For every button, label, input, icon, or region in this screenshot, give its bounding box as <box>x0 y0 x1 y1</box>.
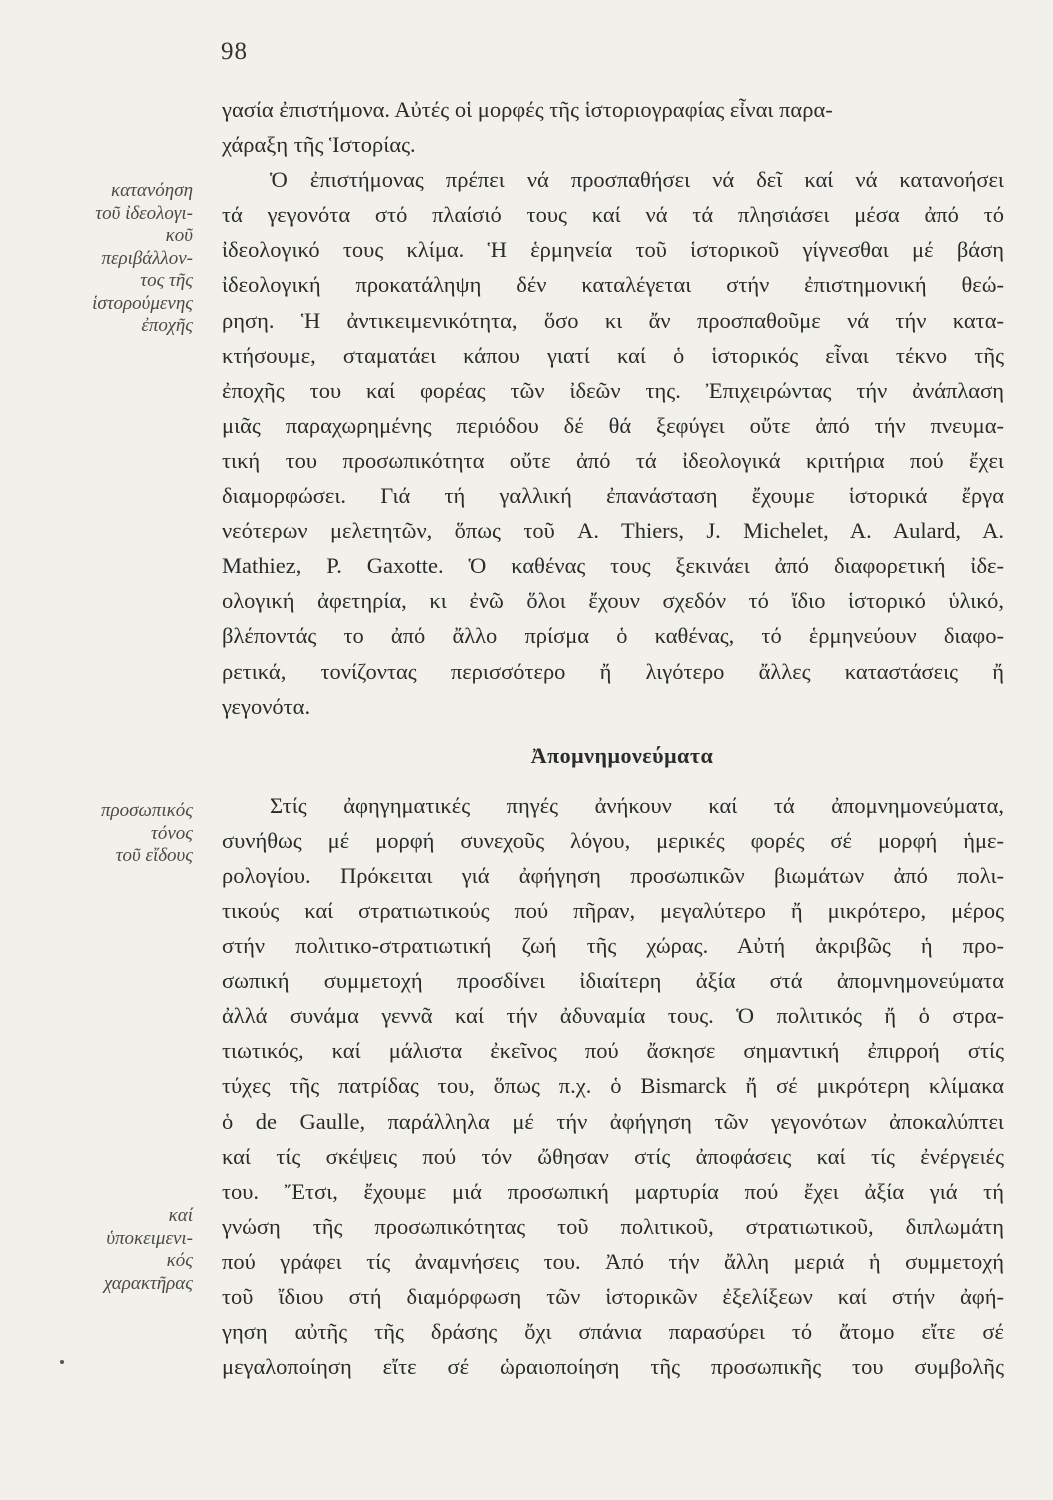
page-number: 98 <box>221 38 248 65</box>
margin-note-line: κατανόηση <box>110 180 193 201</box>
text-line: ἀλλά συνάμα γεννᾶ καί τήν ἀδυναμία τους. Ὁ πολιτικός ἤ ὁ στρα- <box>222 1003 1004 1029</box>
margin-note-line: κός <box>166 1250 193 1271</box>
text-line: νεότερων μελετητῶν, ὅπως τοῦ A. Thiers, J. Michelet, A. Aulard, A. <box>222 518 1004 544</box>
margin-note-personal-tone <box>23 800 193 868</box>
margin-note-line: χαρακτῆρας <box>103 1272 193 1294</box>
text-line: βλέποντάς το ἀπό ἄλλο πρίσμα ὁ καθένας, τό ἑρμηνεύουν διαφο- <box>222 623 1004 649</box>
text-line: του. Ἔτσι, ἔχουμε μιά προσωπική μαρτυρία πού ἔχει ἀξία γιά τή <box>222 1178 1004 1204</box>
text-line: χάραξη τῆς Ἱστορίας. <box>222 132 416 158</box>
margin-note-line: τοῦ εἴδους <box>115 845 193 866</box>
margin-note-line: καί <box>168 1205 193 1226</box>
text-line: Ὁ ἐπιστήμονας πρέπει νά προσπαθήσει νά δεῖ καί νά κατανοήσει <box>270 167 1004 193</box>
margin-note-line: κοῦ <box>165 225 193 246</box>
text-line: σωπική συμμετοχή προσδίνει ἰδιαίτερη ἀξία στά ἀπομνημονεύματα <box>222 968 1004 994</box>
text-line: Mathiez, P. Gaxotte. Ὁ καθένας τους ξεκινάει ἀπό διαφορετική ἰδε- <box>222 553 1004 579</box>
margin-note-line: τος τῆς <box>140 270 193 291</box>
text-line: ἐποχῆς του καί φορέας τῶν ἰδεῶν της. Ἐπιχειρώντας τήν ἀνάπλαση <box>222 377 1004 403</box>
text-line: μιᾶς παραχωρημένης περιόδου δέ θά ξεφύγει οὔτε ἀπό τήν πνευμα- <box>222 412 1004 438</box>
margin-note-line: τόνος <box>151 822 193 844</box>
text-line: ολογική ἀφετηρία, κι ἐνῶ ὅλοι ἔχουν σχεδόν τό ἴδιο ἱστορικό ὑλικό, <box>222 588 1004 614</box>
text-line: διαμορφώσει. Γιά τή γαλλική ἐπανάσταση ἔχουμε ἱστορικά ἔργα <box>222 483 1004 509</box>
text-line: συνήθως μέ μορφή συνεχοῦς λόγου, μερικές φορές σέ μορφή ἡμε- <box>222 827 1004 853</box>
text-line: γεγονότα. <box>222 693 311 719</box>
margin-note-line: τοῦ ἰδεολογι- <box>95 202 193 224</box>
text-line: γνώση τῆς προσωπικότητας τοῦ πολιτικοῦ, στρατιωτικοῦ, διπλωμάτη <box>222 1213 1004 1239</box>
text-line: ρηση. Ἡ ἀντικειμενικότητα, ὅσο κι ἄν προσπαθοῦμε νά τήν κατα- <box>222 307 1004 333</box>
text-line: γηση αὐτῆς τῆς δράσης ὄχι σπάνια παρασύρει τό ἄτομο εἴτε σέ <box>222 1319 1004 1345</box>
margin-note-subjective-character <box>23 1205 193 1295</box>
ink-speck <box>60 1360 64 1364</box>
text-line: κτήσουμε, σταματάει κάπου γιατί καί ὁ ἱστορικός εἶναι τέκνο τῆς <box>222 342 1004 368</box>
text-line: ἰδεολογική προκατάληψη δέν καταλέγεται στήν ἐπιστημονική θεώ- <box>222 272 1004 298</box>
text-line: μεγαλοποίηση εἴτε σέ ὡραιοποίηση τῆς προσωπικῆς του συμβολῆς <box>222 1354 1004 1380</box>
text-line: γασία ἐπιστήμονα. Αὐτές οἱ μορφές τῆς ἱστοριογραφίας εἶναι παρα- <box>222 97 833 122</box>
section-heading: Ἀπομνημονεύματα <box>530 742 714 768</box>
text-line: ἰδεολογικό τους κλίμα. Ἡ ἑρμηνεία τοῦ ἱστορικοῦ γίγνεσθαι μέ βάση <box>222 237 1004 263</box>
margin-note-line: ἱστορούμενης <box>92 292 193 314</box>
text-line: ρολογίου. Πρόκειται γιά ἀφήγηση προσωπικῶν βιωμάτων ἀπό πολι- <box>222 862 1004 888</box>
text-line: ὁ de Gaulle, παράλληλα μέ τήν ἀφήγηση τῶν γεγονότων ἀποκαλύπτει <box>222 1108 1004 1134</box>
margin-note-line: ὑποκειμενι- <box>106 1227 193 1249</box>
text-line: Στίς ἀφηγηματικές πηγές ἀνήκουν καί τά ἀπομνημονεύματα, <box>270 792 1004 818</box>
text-line: τύχες τῆς πατρίδας του, ὅπως π.χ. ὁ Bismarck ἤ σέ μικρότερη κλίμακα <box>222 1073 1004 1099</box>
text-line: τική του προσωπικότητα οὔτε ἀπό τά ἰδεολογικά κριτήρια πού ἔχει <box>222 447 1004 473</box>
text-line: τιωτικός, καί μάλιστα ἐκεῖνος πού ἄσκησε σημαντική ἐπιρροή στίς <box>222 1038 1004 1064</box>
text-line: τοῦ ἴδιου στή διαμόρφωση τῶν ἱστορικῶν ἐξελίξεων καί στήν ἀφή- <box>222 1284 1004 1309</box>
text-line: στήν πολιτικο-στρατιωτική ζωή τῆς χώρας. Αὐτή ἀκριβῶς ἡ προ- <box>222 933 1004 959</box>
text-line: ρετικά, τονίζοντας περισσότερο ἤ λιγότερο ἄλλες καταστάσεις ἤ <box>222 658 1004 684</box>
text-line: καί τίς σκέψεις πού τόν ὤθησαν στίς ἀποφάσεις καί τίς ἐνέργειές <box>222 1143 1004 1169</box>
margin-note-ideological-context <box>23 180 193 338</box>
margin-note-line: προσωπικός <box>100 800 193 821</box>
main-text <box>222 92 1004 1384</box>
margin-note-line: περιβάλλον- <box>101 247 193 269</box>
margin-note-line: ἐποχῆς <box>141 315 193 336</box>
text-line: τά γεγονότα στό πλαίσιό τους καί νά τά πλησιάσει μέσα ἀπό τό <box>222 202 1004 228</box>
text-line: τικούς καί στρατιωτικούς πού πῆραν, μεγαλύτερο ἤ μικρότερο, μέρος <box>222 897 1004 923</box>
text-line: πού γράφει τίς ἀναμνήσεις του. Ἀπό τήν ἄλλη μεριά ἡ συμμετοχή <box>222 1248 1004 1274</box>
